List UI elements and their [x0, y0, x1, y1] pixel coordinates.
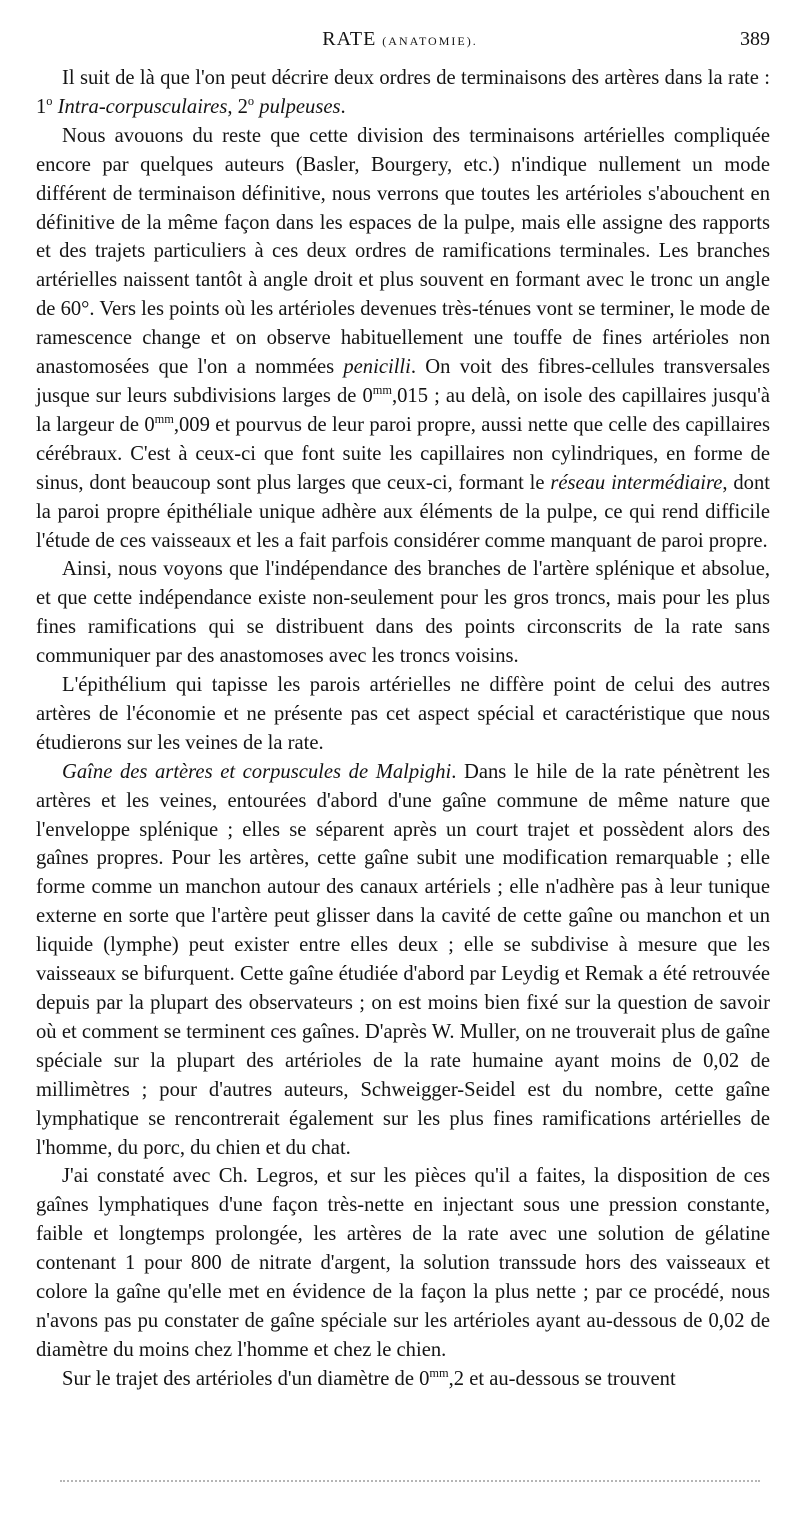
text-run: ,2 et au-dessous se trouvent	[448, 1367, 676, 1390]
superscript: mm	[372, 383, 392, 398]
text-run: . Dans le hile de la rate pénètrent les artères et les veines, entourées d'abord d'une gaîne commune de même nature que l'enveloppe splénique ; elles se séparent après un court trajet et possèdent alors des gaînes propres. Pour les artères, cette gaîne subit une modification remarquable ; elle forme comme un manchon autour des canaux artériels ; elle n'adhère pas à leur tunique externe en sorte que l'artère peut glisser dans la cavité de cette gaîne ou manchon et un liquide (lymphe) peut exister entre elles deux ; elle se subdivise à mesure que les vaisseaux se bifurquent. Cette gaîne étudiée d'abord par Leydig et Remak a été retrouvée depuis par la plupart des observateurs ; on est moins bien fixé sur la question de savoir où et comment se terminent ces gaînes. D'après W. Muller, on ne trouverait plus de gaîne spéciale sur la plupart des artérioles de la rate humaine ayant moins de 0,02 de millimètres ; pour d'autres auteurs, Schweigger-Seidel est du nombre, cette gaîne lymphatique se rencontrerait également sur les plus fines ramifications artérielles de l'homme, du porc, du chien et du chat.	[36, 760, 770, 1159]
paragraph	[36, 555, 770, 671]
paragraph	[36, 122, 770, 556]
text-run: . On voit des fibres-cellules transversales jusque sur leurs subdivisions larges de 0	[36, 356, 770, 407]
text-run: , 2	[227, 95, 248, 118]
paragraph	[36, 1162, 770, 1364]
superscript: o	[247, 94, 255, 109]
superscript: o	[46, 94, 53, 109]
text-run: ,015 ; au delà, on isole des capillaires jusqu'à la largeur de 0	[36, 384, 770, 436]
text-run: , dont la paroi propre épithéliale unique adhère aux éléments de la pulpe, ce qui rend difficile l'étude de ces vaisseaux et les a fait parfois considérer comme manquant de paroi propre.	[36, 471, 770, 552]
text-run: Nous avouons du reste que cette division des terminaisons artérielles compliquée encore par quelques auteurs (Basler, Bourgery, etc.) n'indique nullement un mode différent de terminaison définitive, nous verrons que toutes les artérioles s'abouchent en définitive de la même façon dans les espaces de la pulpe, mais elle assigne des rapports et des trajets particuliers à ces deux ordres de ramifications terminales. Les branches artérielles naissent tantôt à angle droit et plus souvent en formant avec le tronc un angle de 60°. Vers les points où les artérioles devenues très-ténues vont se terminer, le mode de ramescence change et on observe habituellement une touffe de fines artérioles non anastomosées que l'on a nommées	[36, 124, 770, 379]
paragraph	[36, 64, 770, 122]
paragraph	[36, 671, 770, 758]
text-run: Sur le trajet des artérioles d'un diamètre de 0	[62, 1367, 430, 1390]
page-number: 389	[740, 28, 770, 50]
running-title	[0, 28, 800, 51]
text-run: Il suit de là que l'on peut décrire deux ordres de terminaisons des artères dans la rate : 1	[36, 67, 770, 118]
text-run: J'ai constaté avec Ch. Legros, et sur les pièces qu'il a faites, la disposition de ces gaînes lymphatiques d'une façon très-nette en injectant sous une pression constante, faible et longtemps prolongée, les artères de la rate avec une solution de gélatine contenant 1 pour 800 de nitrate d'argent, la solution transsude hors des vaisseaux et colore la gaîne qu'elle met en évidence de la façon la plus nette ; par ce procédé, nous n'avons pas pu constater de gaîne spéciale sur les artérioles ayant au-dessous de 0,02 de diamètre du moins chez l'homme et chez le chien.	[36, 1165, 770, 1361]
paragraph	[36, 758, 770, 1163]
running-header	[0, 28, 800, 58]
superscript: mm	[429, 1365, 449, 1380]
footer-rule	[60, 1480, 760, 1486]
italic-text: pulpeuses	[259, 95, 341, 118]
text-run: L'épithélium qui tapisse les parois artérielles ne diffère point de celui des autres artères de l'économie et ne présente pas cet aspect spécial et caractéristique que nous étudierons sur les veines de la rate.	[36, 674, 770, 754]
superscript: mm	[154, 412, 174, 427]
text-run: .	[340, 95, 346, 118]
italic-text: Gaîne des artères et corpuscules de Malpighi	[62, 760, 452, 783]
running-title-subtitle: (ANATOMIE).	[382, 34, 478, 48]
text-run: Ainsi, nous voyons que l'indépendance des branches de l'artère splénique et absolue, et que cette indépendance existe non-seulement pour les gros troncs, mais pour les plus fines ramifications qui se distribuent dans des points circonscrits de la rate sans communiquer par des anastomoses avec les troncs voisins.	[36, 558, 770, 668]
paragraph	[36, 1365, 770, 1394]
text-run: ,009 et pourvus de leur paroi propre, aussi nette que celle des capillaires cérébraux. C'est à ceux-ci que font suite les capillaires non cylindriques, en forme de sinus, dont beaucoup sont plus larges que ceux-ci, formant le	[36, 413, 770, 494]
italic-text: penicilli	[343, 356, 411, 379]
body-text	[36, 64, 770, 1394]
italic-text: Intra-corpusculaires	[57, 95, 228, 118]
running-title-main: RATE	[322, 28, 377, 50]
italic-text: réseau intermédiaire	[550, 471, 723, 494]
